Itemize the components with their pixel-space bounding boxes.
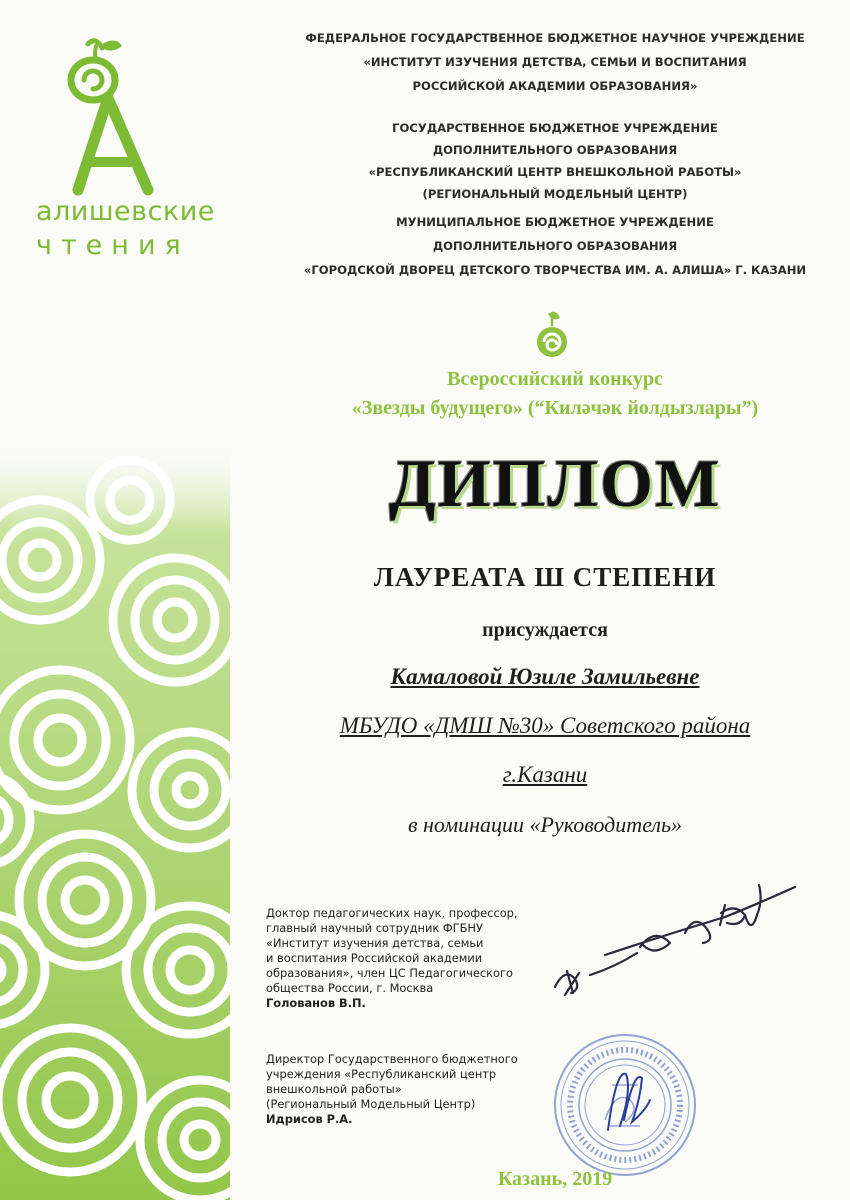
footer-place-year: Казань, 2019 (497, 1168, 613, 1190)
header-line: (РЕГИОНАЛЬНЫЙ МОДЕЛЬНЫЙ ЦЕНТР) (422, 187, 688, 201)
degree-line: ЛАУРЕАТА Ш СТЕПЕНИ (373, 562, 717, 592)
header-line: ДОПОЛНИТЕЛЬНОГО ОБРАЗОВАНИЯ (432, 143, 678, 157)
header-line: ДОПОЛНИТЕЛЬНОГО ОБРАЗОВАНИЯ (432, 239, 678, 253)
header-organization-1 (260, 26, 850, 98)
signatory-2 (266, 1052, 546, 1127)
header-line: «ГОРОДСКОЙ ДВОРЕЦ ДЕТСКОГО ТВОРЧЕСТВА ИМ. А. АЛИША» Г. КАЗАНИ (303, 263, 807, 277)
signatory-name: Идрисов Р.А. (266, 1112, 353, 1126)
recipient-name: Камаловой Юзиле Замильевне (390, 664, 700, 689)
header-organization-3 (260, 210, 850, 282)
official-stamp (550, 1030, 700, 1180)
signatory-name: Голованов В.П. (266, 996, 366, 1010)
signatory-line: и воспитания Российской академии (266, 951, 483, 965)
signatory-line: общества России, г. Москва (266, 981, 434, 995)
nomination-line: в номинации «Руководитель» (407, 812, 683, 837)
signatory-line: Директор Государственного бюджетного (266, 1052, 518, 1066)
header-line: РОССИЙСКОЙ АКАДЕМИИ ОБРАЗОВАНИЯ» (412, 79, 698, 93)
signatory-line: образования», член ЦС Педагогического (266, 966, 513, 980)
logo-title: алишевские (36, 196, 215, 227)
diploma-title: ДИПЛОМ (388, 445, 722, 521)
signatory-line: «Институт изучения детства, семьи (266, 936, 484, 950)
apple-spiral-icon (534, 310, 570, 360)
header-line: ГОСУДАРСТВЕННОЕ БЮДЖЕТНОЕ УЧРЕЖДЕНИЕ (392, 121, 718, 135)
signatory-line: Доктор педагогических наук, профессор, (266, 906, 518, 920)
header-line: МУНИЦИПАЛЬНОЕ БЮДЖЕТНОЕ УЧРЕЖДЕНИЕ (396, 215, 714, 229)
header-line: «ИНСТИТУТ ИЗУЧЕНИЯ ДЕТСТВА, СЕМЬИ И ВОСПИТАНИЯ (363, 55, 747, 69)
recipient-organization: МБУДО «ДМШ №30» Советского района (339, 713, 751, 738)
signatory-line: главный научный сотрудник ФГБНУ (266, 921, 483, 935)
header-line: ФЕДЕРАЛЬНОЕ ГОСУДАРСТВЕННОЕ БЮДЖЕТНОЕ НАУЧНОЕ УЧРЕЖДЕНИЕ (305, 31, 805, 45)
handwritten-signature-1 (545, 875, 805, 1005)
header-organization-2 (260, 117, 850, 205)
awarded-line: присуждается (482, 619, 608, 641)
recipient-city: г.Казани (502, 762, 588, 787)
signatory-line: внешкольной работы» (266, 1082, 402, 1096)
signatory-line: учреждения «Республиканский центр (266, 1067, 497, 1081)
signatory-line: (Региональный Модельный Центр) (266, 1097, 476, 1111)
header-line: «РЕСПУБЛИКАНСКИЙ ЦЕНТР ВНЕШКОЛЬНОЙ РАБОТЫ» (368, 165, 742, 179)
signatory-1 (266, 906, 546, 1011)
logo-subtitle: чтения (36, 230, 190, 261)
spiral-pattern (0, 440, 230, 1200)
contest-name: «Звезды будущего» (“Киләчәк йолдызлары”) (351, 397, 759, 419)
contest-title: Всероссийский конкурс (447, 368, 663, 390)
